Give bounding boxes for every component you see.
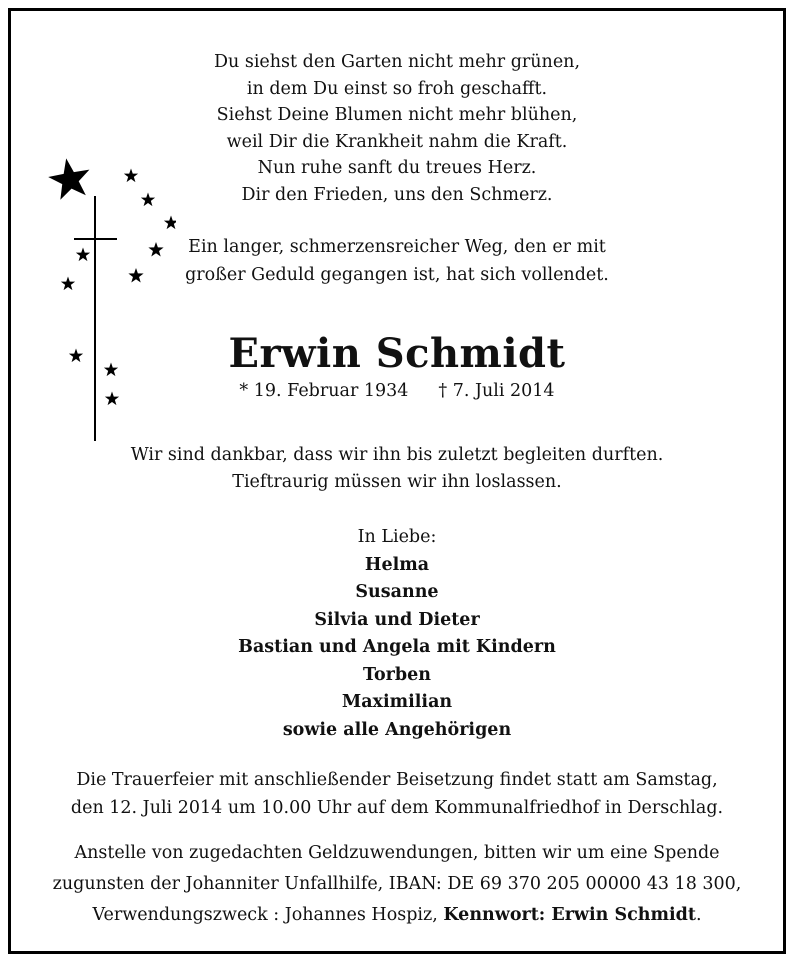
family-member: Maximilian: [341, 692, 453, 712]
life-dates: [11, 379, 783, 403]
poem-line: Siehst Deine Blumen nicht mehr blühen,: [216, 105, 578, 125]
death-date: † 7. Juli 2014: [438, 381, 555, 401]
family-intro: In Liebe:: [357, 527, 437, 547]
birth-date: * 19. Februar 1934: [239, 381, 409, 401]
donation-line: Anstelle von zugedachten Geldzuwendungen, bitten wir um eine Spende: [74, 843, 720, 863]
gratitude-line: Tieftraurig müssen wir ihn loslassen.: [232, 472, 562, 492]
journey-text: [11, 233, 783, 289]
poem-line: Du siehst den Garten nicht mehr grünen,: [213, 52, 581, 72]
family-list: [11, 524, 783, 744]
family-member: Helma: [364, 554, 430, 575]
donation-keyword: Kennwort: Erwin Schmidt: [443, 905, 696, 925]
donation-purpose: Verwendungszweck : Johannes Hospiz,: [92, 905, 444, 925]
donation-period: .: [695, 905, 702, 925]
poem-line: Dir den Frieden, uns den Schmerz.: [241, 184, 553, 205]
gratitude-text: [11, 442, 783, 496]
poem-line: Nun ruhe sanft du treues Herz.: [257, 158, 537, 178]
gratitude-line: Wir sind dankbar, dass wir ihn bis zuletzt begleiten durften.: [130, 445, 664, 465]
poem-line: in dem Du einst so froh geschafft.: [246, 78, 548, 99]
funeral-line: Die Trauerfeier mit anschließender Beisetzung findet statt am Samstag,: [76, 770, 718, 790]
donation-line: zugunsten der Johanniter Unfallhilfe, IBAN: DE 69 370 205 00000 43 18 300,: [52, 874, 742, 894]
funeral-line: den 12. Juli 2014 um 10.00 Uhr auf dem Kommunalfriedhof in Derschlag.: [70, 797, 724, 818]
journey-line: großer Geduld gegangen ist, hat sich vollendet.: [185, 265, 609, 285]
donation-line: [11, 900, 783, 931]
memorial-poem: [11, 49, 783, 208]
journey-line: Ein langer, schmerzensreicher Weg, den er mit: [188, 237, 606, 257]
family-member: Silvia und Dieter: [314, 609, 480, 630]
deceased-name: Erwin Schmidt: [228, 330, 566, 377]
family-member: Susanne: [355, 582, 439, 602]
poem-line: weil Dir die Krankheit nahm die Kraft.: [226, 131, 568, 152]
family-member: Torben: [362, 664, 431, 685]
donation-request: [11, 838, 783, 931]
family-member: Bastian und Angela mit Kindern: [238, 637, 556, 657]
family-member: sowie alle Angehörigen: [282, 719, 512, 740]
obituary-notice: [8, 8, 786, 954]
funeral-details: [11, 767, 783, 822]
